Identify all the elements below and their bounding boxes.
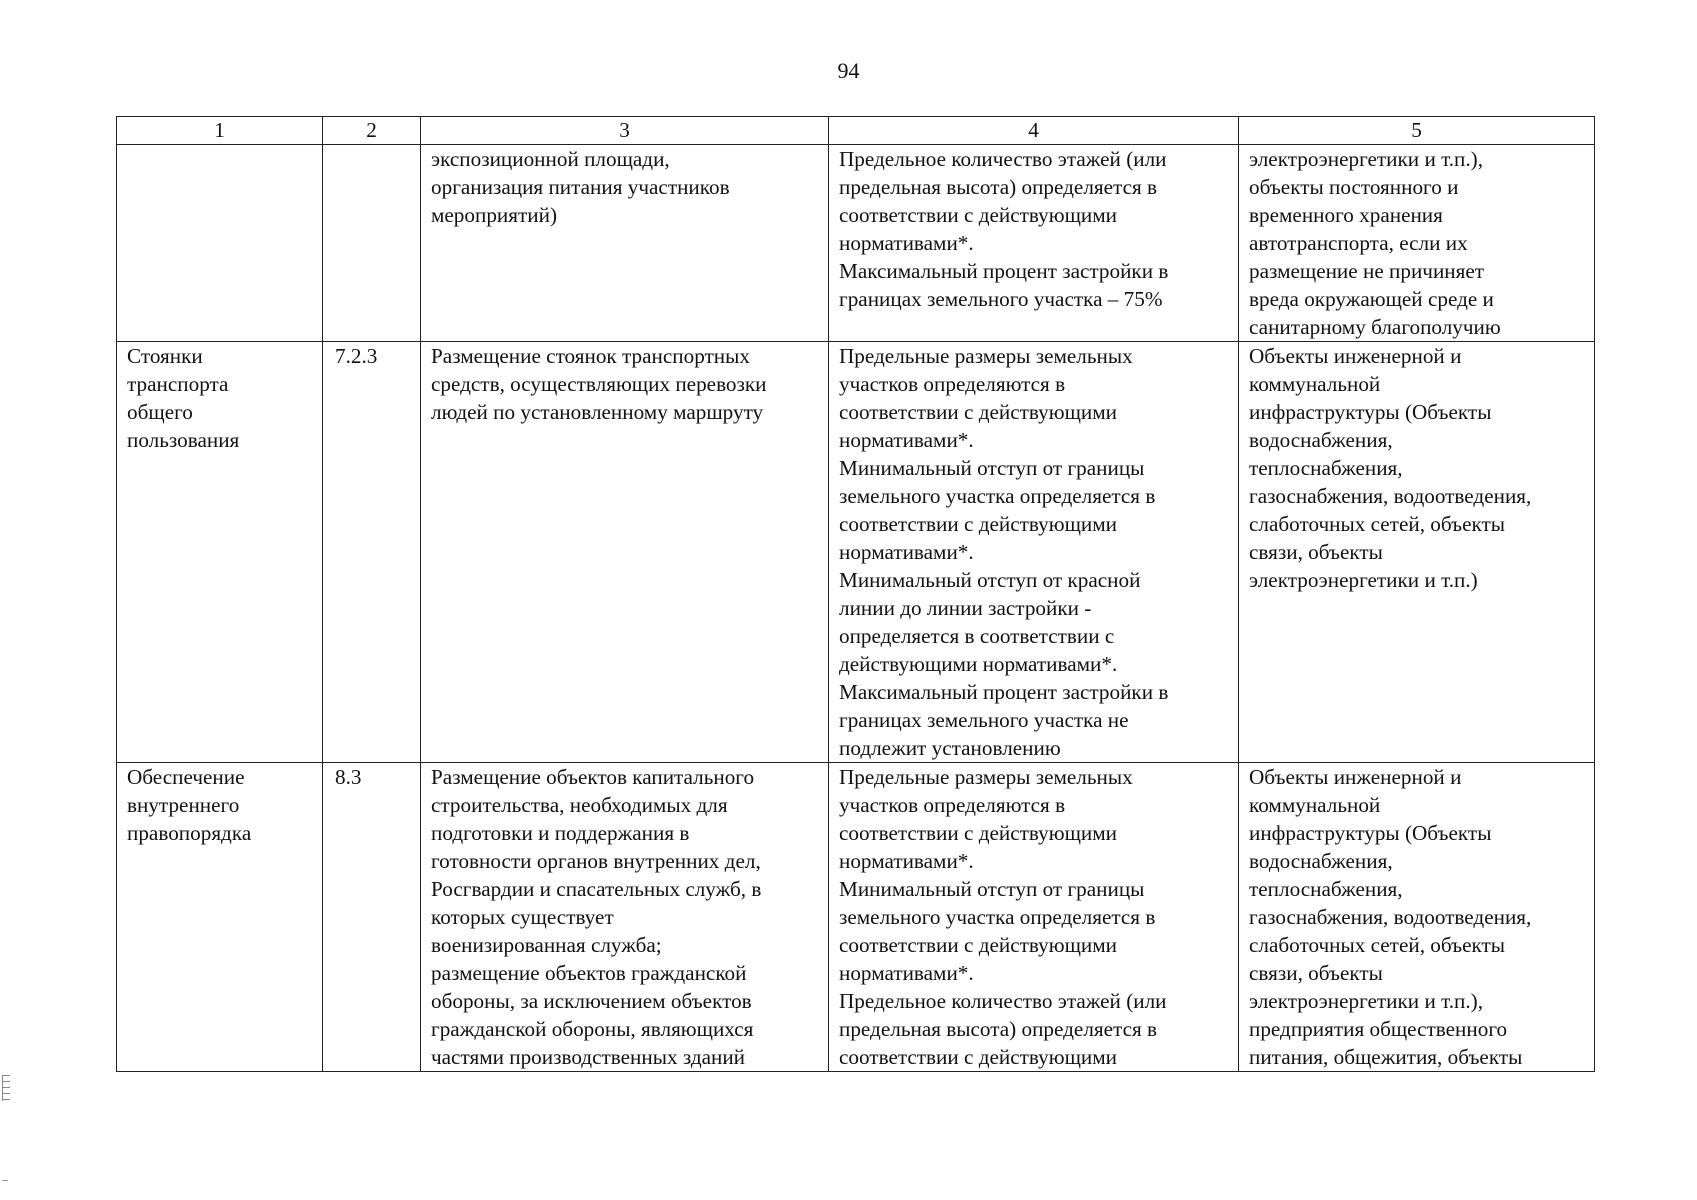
column-header: 4 xyxy=(829,117,1239,145)
land-use-table xyxy=(116,116,1595,1072)
description-cell: экспозиционной площади, организация питания участников мероприятий) xyxy=(421,145,829,342)
use-type-cell: Обеспечение внутреннего правопорядка xyxy=(117,763,323,1072)
page-number: 94 xyxy=(837,58,860,83)
auxiliary-uses-cell: Объекты инженерной и коммунальной инфраструктуры (Объекты водоснабжения, теплоснабжения, газоснабжения, водоотведения, слаботочных сетей, объекты связи, объекты электроэнергетики и т.п.), предприятия общественного питания, общежития, объекты xyxy=(1239,763,1595,1072)
column-header: 2 xyxy=(323,117,421,145)
use-code-cell: 7.2.3 xyxy=(323,342,421,763)
parameters-cell: Предельное количество этажей (или предельная высота) определяется в соответствии с действующими нормативами*. Максимальный процент застройки в границах земельного участка – 75% xyxy=(829,145,1239,342)
auxiliary-uses-cell: электроэнергетики и т.п.), объекты постоянного и временного хранения автотранспорта, если их размещение не причиняет вреда окружающей среде и санитарному благополучию xyxy=(1239,145,1595,342)
scan-edge-mark xyxy=(2,1075,10,1101)
table-row xyxy=(117,763,1595,1072)
column-header: 5 xyxy=(1239,117,1595,145)
description-cell: Размещение объектов капитального строительства, необходимых для подготовки и поддержания в готовности органов внутренних дел, Росгвардии и спасательных служб, в которых существует военизированная служба; размещение объектов гражданской обороны, за исключением объектов гражданской обороны, являющихся частями производственных зданий xyxy=(421,763,829,1072)
use-type-cell xyxy=(117,145,323,342)
use-code-cell xyxy=(323,145,421,342)
description-cell: Размещение стоянок транспортных средств, осуществляющих перевозки людей по установленному маршруту xyxy=(421,342,829,763)
column-header: 3 xyxy=(421,117,829,145)
use-type-cell: Стоянки транспорта общего пользования xyxy=(117,342,323,763)
parameters-cell: Предельные размеры земельных участков определяются в соответствии с действующими нормативами*. Минимальный отступ от границы земельного участка определяется в соответствии с действующими нормативами*. Минимальный отступ от красной линии до линии застройки - определяется в соответствии с действующими нормативами*. Максимальный процент застройки в границах земельного участка не подлежит установлению xyxy=(829,342,1239,763)
table-header-row xyxy=(117,117,1595,145)
column-header: 1 xyxy=(117,117,323,145)
table-row xyxy=(117,145,1595,342)
scan-edge-tick xyxy=(2,1180,8,1181)
table-row xyxy=(117,342,1595,763)
parameters-cell: Предельные размеры земельных участков определяются в соответствии с действующими нормативами*. Минимальный отступ от границы земельного участка определяется в соответствии с действующими нормативами*. Предельное количество этажей (или предельная высота) определяется в соответствии с действующими xyxy=(829,763,1239,1072)
auxiliary-uses-cell: Объекты инженерной и коммунальной инфраструктуры (Объекты водоснабжения, теплоснабжения, газоснабжения, водоотведения, слаботочных сетей, объекты связи, объекты электроэнергетики и т.п.) xyxy=(1239,342,1595,763)
use-code-cell: 8.3 xyxy=(323,763,421,1072)
